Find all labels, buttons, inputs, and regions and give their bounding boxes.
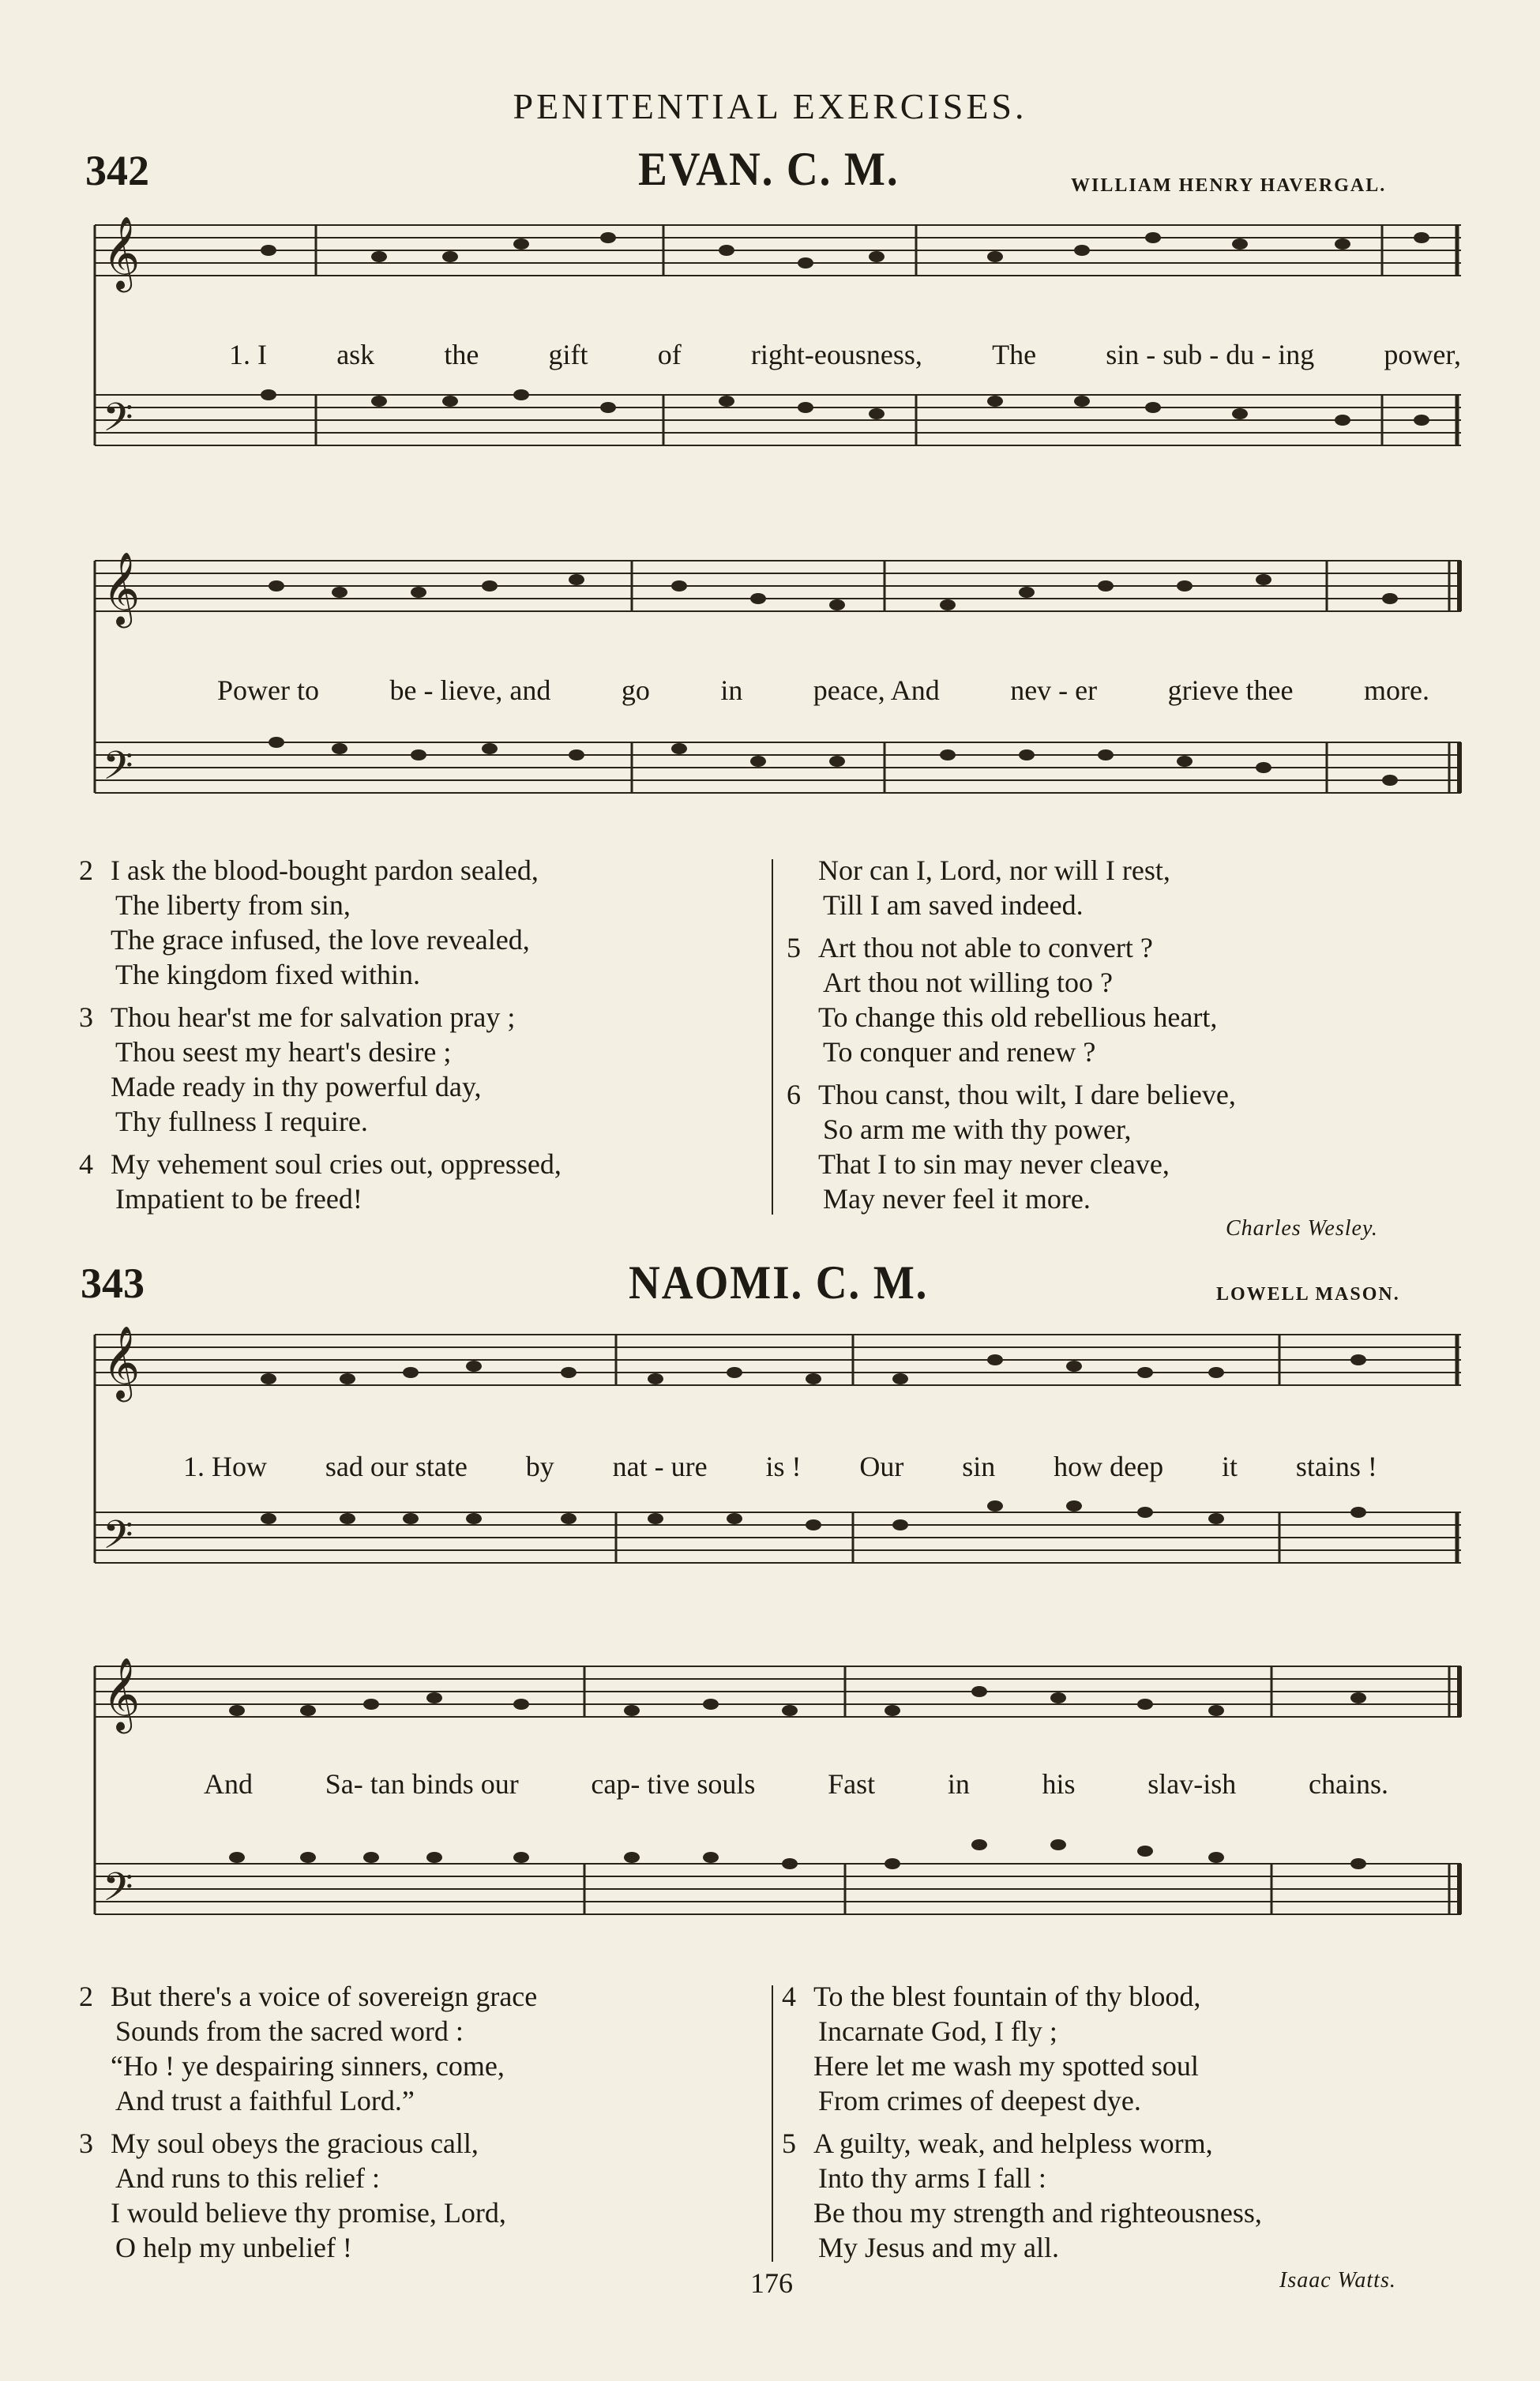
verse-line: And runs to this relief : bbox=[115, 2162, 380, 2194]
lyric-word: by bbox=[525, 1451, 554, 1482]
verse-line: The kingdom fixed within. bbox=[115, 959, 420, 990]
lyric-word: is ! bbox=[765, 1451, 802, 1482]
bass-staff bbox=[95, 395, 1461, 445]
verse-line: 4 My vehement soul cries out, oppressed, bbox=[79, 1148, 562, 1180]
lyric-word: Sa- tan binds our bbox=[325, 1768, 519, 1800]
treble-clef: 𝄞 bbox=[103, 219, 141, 288]
section-title: PENITENTIAL EXERCISES. bbox=[513, 86, 1027, 126]
verse-line: 3 Thou hear'st me for salvation pray ; bbox=[79, 1001, 516, 1033]
lyric-word: 1. I bbox=[229, 339, 267, 370]
lyric-word: Our bbox=[859, 1451, 904, 1482]
verse-line: 5 A guilty, weak, and helpless worm, bbox=[782, 2128, 1213, 2159]
verse-line: From crimes of deepest dye. bbox=[818, 2085, 1141, 2116]
svg-text:𝄢: 𝄢 bbox=[103, 1866, 133, 1918]
verse-line: 2 I ask the blood-bought pardon sealed, bbox=[79, 854, 539, 886]
lyric-word: cap- tive souls bbox=[591, 1768, 756, 1800]
verses-left-342 bbox=[79, 853, 774, 1216]
tune-title: NAOMI. C. M. bbox=[629, 1256, 929, 1309]
verse-line: 4 To the blest fountain of thy blood, bbox=[782, 1981, 1201, 2012]
lyric-word: in bbox=[720, 674, 743, 706]
hymn-number: 343 bbox=[81, 1260, 145, 1307]
verse-line: Here let me wash my spotted soul bbox=[813, 2050, 1199, 2082]
verse-line: To change this old rebellious heart, bbox=[818, 1001, 1218, 1033]
verse-line: Thou seest my heart's desire ; bbox=[115, 1036, 452, 1068]
verse-line: O help my unbelief ! bbox=[115, 2232, 352, 2263]
page-number: 176 bbox=[750, 2267, 793, 2299]
bass-clef: 𝄢 bbox=[103, 396, 133, 449]
notes bbox=[261, 232, 1429, 426]
verse-line: 6 Thou canst, thou wilt, I dare believe, bbox=[787, 1079, 1236, 1110]
author-credit: Isaac Watts. bbox=[1279, 2268, 1396, 2293]
lyric-word: nat - ure bbox=[612, 1451, 708, 1482]
lyric-word: peace, And bbox=[813, 674, 940, 706]
verse-line: 3 My soul obeys the gracious call, bbox=[79, 2128, 479, 2159]
verse-line: 5 Art thou not able to convert ? bbox=[787, 932, 1153, 963]
svg-text:𝄞: 𝄞 bbox=[103, 554, 141, 624]
lyric-word: ask bbox=[336, 339, 375, 370]
verse-line: Made ready in thy powerful day, bbox=[111, 1071, 482, 1102]
verse-line: Sounds from the sacred word : bbox=[115, 2015, 464, 2047]
lyric-word: stains ! bbox=[1295, 1451, 1377, 1482]
lyric-line-343-2 bbox=[204, 1767, 1388, 1801]
lyric-word: be - lieve, and bbox=[389, 674, 551, 706]
treble-staff bbox=[95, 225, 1461, 276]
lyric-word: right-eousness, bbox=[750, 339, 922, 370]
verse-line: May never feel it more. bbox=[823, 1183, 1091, 1215]
svg-text:𝄢: 𝄢 bbox=[103, 745, 133, 797]
lyric-word: slav-ish bbox=[1147, 1768, 1237, 1800]
verse-line: And trust a faithful Lord.” bbox=[115, 2085, 415, 2116]
lyric-line-342-2 bbox=[217, 674, 1429, 707]
lyric-word: power, bbox=[1384, 339, 1461, 370]
lyric-word: sin - sub - du - ing bbox=[1106, 339, 1315, 370]
verse-line: Impatient to be freed! bbox=[115, 1183, 362, 1215]
verses-left-343 bbox=[79, 1979, 774, 2265]
lyric-word: 1. How bbox=[183, 1451, 267, 1482]
column-divider bbox=[772, 1985, 773, 2262]
lyric-word: sin bbox=[962, 1451, 996, 1482]
tune-title: EVAN. C. M. bbox=[638, 143, 900, 195]
lyric-word: more. bbox=[1363, 674, 1429, 706]
svg-text:𝄢: 𝄢 bbox=[103, 1514, 133, 1566]
composer-name: WILLIAM HENRY HAVERGAL. bbox=[1071, 175, 1387, 196]
verse-line: 2 But there's a voice of sovereign grace bbox=[79, 1981, 538, 2012]
lyric-word: how deep bbox=[1054, 1451, 1164, 1482]
verses-right-342 bbox=[787, 853, 1482, 1216]
verse-line: Art thou not willing too ? bbox=[823, 967, 1113, 998]
verse-line: So arm me with thy power, bbox=[823, 1114, 1132, 1145]
author-credit: Charles Wesley. bbox=[1226, 1216, 1378, 1241]
lyric-word: the bbox=[444, 339, 479, 370]
lyric-word: of bbox=[657, 339, 682, 370]
verse-line: “Ho ! ye despairing sinners, come, bbox=[111, 2050, 505, 2082]
lyric-word: gift bbox=[548, 339, 588, 370]
lyric-line-343-1 bbox=[183, 1450, 1377, 1483]
verses-right-343 bbox=[782, 1979, 1493, 2265]
lyric-word: And bbox=[204, 1768, 253, 1800]
composer-name: LOWELL MASON. bbox=[1216, 1284, 1400, 1305]
lyric-word: nev - er bbox=[1010, 674, 1098, 706]
lyric-word: go bbox=[621, 674, 650, 706]
hymn-number: 342 bbox=[85, 147, 149, 194]
lyric-word: his bbox=[1042, 1768, 1076, 1800]
lyric-word: Power to bbox=[217, 674, 319, 706]
lyric-word: sad our state bbox=[325, 1451, 468, 1482]
verse-line: Nor can I, Lord, nor will I rest, bbox=[818, 854, 1170, 886]
lyric-word: it bbox=[1222, 1451, 1238, 1482]
lyric-word: in bbox=[947, 1768, 970, 1800]
verse-line: Into thy arms I fall : bbox=[818, 2162, 1046, 2194]
verse-line: My Jesus and my all. bbox=[818, 2232, 1059, 2263]
verse-line: To conquer and renew ? bbox=[823, 1036, 1096, 1068]
column-divider bbox=[772, 859, 773, 1215]
verse-line: Be thou my strength and righteousness, bbox=[813, 2197, 1262, 2229]
lyric-line-342-1 bbox=[229, 338, 1461, 371]
verse-line: The grace infused, the love revealed, bbox=[111, 924, 530, 956]
verse-line: The liberty from sin, bbox=[115, 889, 351, 921]
verse-line: I would believe thy promise, Lord, bbox=[111, 2197, 506, 2229]
svg-text:𝄞: 𝄞 bbox=[103, 1328, 141, 1398]
verse-line: Thy fullness I require. bbox=[115, 1106, 368, 1137]
barlines bbox=[316, 225, 1457, 445]
svg-text:𝄞: 𝄞 bbox=[103, 1660, 141, 1729]
music-system-4 bbox=[79, 1635, 1469, 1966]
lyric-word: grieve thee bbox=[1167, 674, 1294, 706]
verse-line: That I to sin may never cleave, bbox=[818, 1148, 1170, 1180]
lyric-word: chains. bbox=[1309, 1768, 1388, 1800]
verse-line: Incarnate God, I fly ; bbox=[818, 2015, 1057, 2047]
verse-line: Till I am saved indeed. bbox=[823, 889, 1084, 921]
lyric-word: Fast bbox=[828, 1768, 876, 1800]
lyric-word: The bbox=[992, 339, 1037, 370]
